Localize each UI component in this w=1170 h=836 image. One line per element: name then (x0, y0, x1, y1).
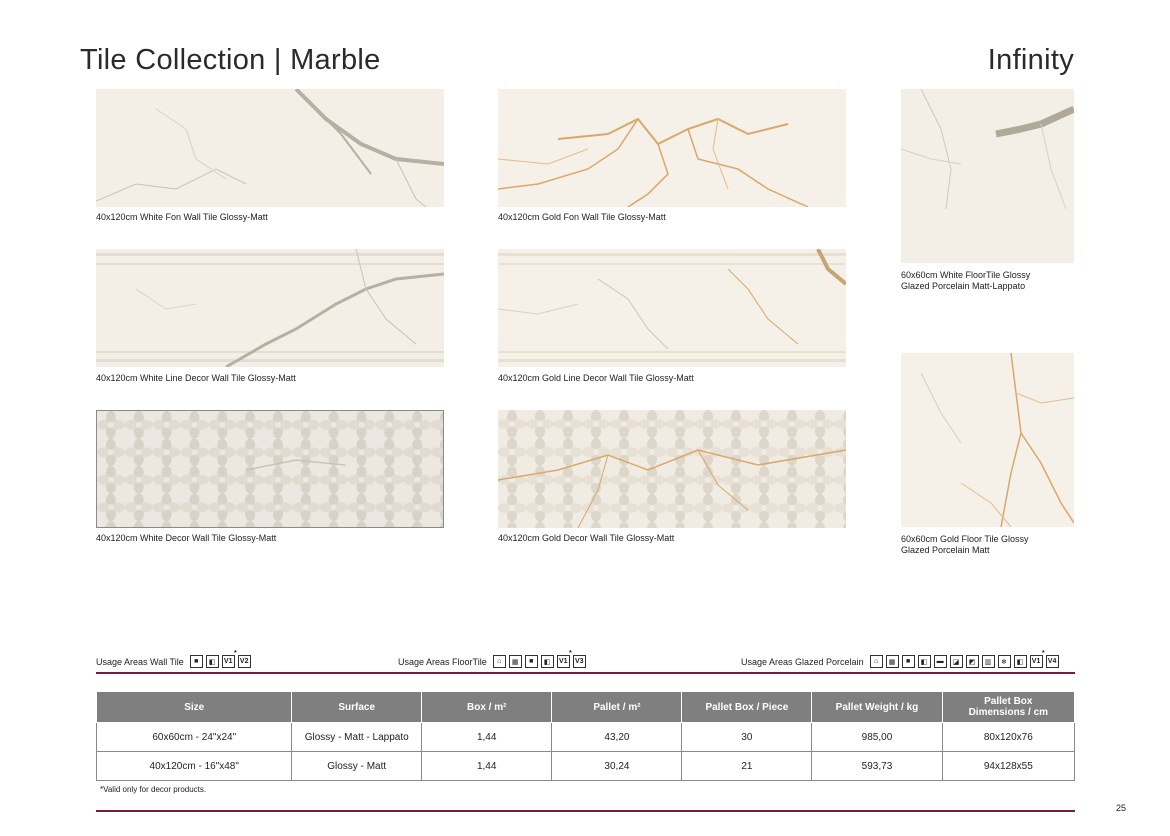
tile-caption: 60x60cm Gold Floor Tile Glossy (901, 534, 1029, 544)
page-title: Tile Collection | Marble (80, 44, 381, 76)
cell-pallet-box-piece: 30 (682, 723, 812, 752)
cell-box-m2: 1,44 (421, 752, 552, 781)
page-number: 25 (1115, 803, 1126, 813)
v2-rating-icon: V2 (238, 655, 251, 668)
series-name: Infinity (987, 44, 1074, 76)
shop-usage-icon: ◧ (918, 655, 931, 668)
tile-caption: 40x120cm White Line Decor Wall Tile Glossy-Matt (96, 373, 296, 383)
v4-rating-icon: V4 (1046, 655, 1059, 668)
tile-caption: 40x120cm White Fon Wall Tile Glossy-Matt (96, 212, 268, 222)
wall-usage-icon: ■ (525, 655, 538, 668)
cell-pallet-box-piece: 21 (682, 752, 812, 781)
v3-rating-icon: V3 (573, 655, 586, 668)
counter-usage-icon: ▬ (934, 655, 947, 668)
table-row (97, 723, 1075, 752)
cell-box-m2: 1,44 (421, 723, 552, 752)
v1-rating-icon: V1 * (557, 655, 570, 668)
tile-image-white-decor (96, 410, 444, 528)
public-usage-icon: ◩ (966, 655, 979, 668)
bath-usage-icon: ◧ (541, 655, 554, 668)
specification-table (96, 691, 1075, 781)
home-usage-icon: ⌂ (493, 655, 506, 668)
tile-image-white-floor (901, 89, 1074, 263)
divider-rule (96, 672, 1075, 674)
v1-rating-icon: V1 * (1030, 655, 1043, 668)
cell-size: 60x60cm - 24"x24" (97, 723, 292, 752)
tile-caption-line2: Glazed Porcelain Matt (901, 545, 990, 555)
tile-caption: 60x60cm White FloorTile Glossy (901, 270, 1031, 280)
office-usage-icon: ◪ (950, 655, 963, 668)
usage-areas-wall (96, 650, 251, 668)
cell-pallet-m2: 43,20 (552, 723, 682, 752)
col-pallet-m2: Pallet / m² (552, 692, 682, 723)
kitchen-usage-icon: ▥ (982, 655, 995, 668)
footer-rule (96, 810, 1075, 812)
cell-pallet-weight: 985,00 (812, 723, 942, 752)
usage-areas-floor (398, 650, 586, 668)
col-pallet-weight: Pallet Weight / kg (812, 692, 942, 723)
bath-usage-icon: ◧ (206, 655, 219, 668)
tile-image-gold-line-decor (498, 249, 846, 367)
tile-caption: 40x120cm Gold Fon Wall Tile Glossy-Matt (498, 212, 666, 222)
footnote: *Valid only for decor products. (100, 785, 207, 794)
tile-caption: 40x120cm Gold Decor Wall Tile Glossy-Matt (498, 533, 675, 543)
col-surface: Surface (292, 692, 421, 723)
usage-label: Usage Areas Glazed Porcelain (741, 656, 864, 667)
home-usage-icon: ⌂ (870, 655, 883, 668)
col-pallet-box-dimensions: Pallet Box Dimensions / cm (942, 692, 1074, 723)
cell-dimensions: 94x128x55 (942, 752, 1074, 781)
col-pallet-box-piece: Pallet Box / Piece (682, 692, 812, 723)
cell-pallet-m2: 30,24 (552, 752, 682, 781)
col-size: Size (97, 692, 292, 723)
wall-usage-icon: ■ (902, 655, 915, 668)
tile-image-gold-floor (901, 353, 1074, 527)
tile-image-white-fon (96, 89, 444, 207)
wall-usage-icon: ■ (190, 655, 203, 668)
cell-surface: Glossy - Matt - Lappato (292, 723, 421, 752)
usage-label: Usage Areas FloorTile (398, 656, 487, 667)
floor-usage-icon: ▦ (509, 655, 522, 668)
tile-caption: 40x120cm Gold Line Decor Wall Tile Glossy-Matt (498, 373, 694, 383)
cell-surface: Glossy - Matt (292, 752, 421, 781)
tile-image-gold-decor (498, 410, 846, 528)
cell-dimensions: 80x120x76 (942, 723, 1074, 752)
frost-resistant-icon: ❄ (998, 655, 1011, 668)
cell-size: 40x120cm - 16"x48" (97, 752, 292, 781)
tile-image-gold-fon (498, 89, 846, 207)
cell-pallet-weight: 593,73 (812, 752, 942, 781)
tile-image-white-line-decor (96, 249, 444, 367)
tile-caption: 40x120cm White Decor Wall Tile Glossy-Matt (96, 533, 277, 543)
floor-usage-icon: ▦ (886, 655, 899, 668)
bath-usage-icon: ◧ (1014, 655, 1027, 668)
usage-label: Usage Areas Wall Tile (96, 656, 184, 667)
v1-rating-icon: V1 * (222, 655, 235, 668)
usage-areas-porcelain (741, 650, 1059, 668)
table-row (97, 752, 1075, 781)
col-box-m2: Box / m² (421, 692, 552, 723)
table-header-row (97, 692, 1075, 723)
tile-caption-line2: Glazed Porcelain Matt-Lappato (901, 281, 1026, 291)
